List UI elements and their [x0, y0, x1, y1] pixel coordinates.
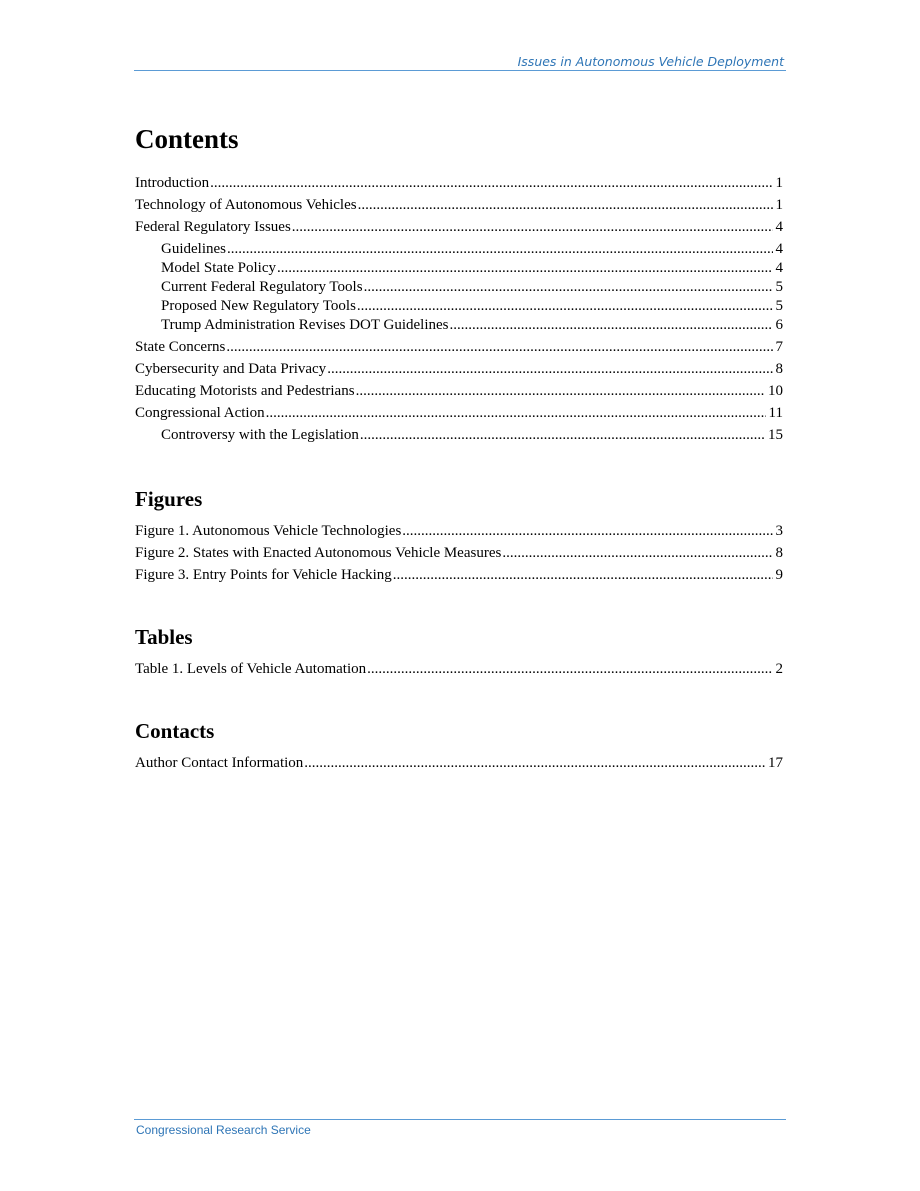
- toc-entry-title: Model State Policy: [161, 260, 276, 276]
- toc-entry-model-state-policy[interactable]: [135, 259, 783, 278]
- running-header: [134, 54, 786, 71]
- figure-entry-2[interactable]: [135, 544, 783, 563]
- toc-entry-trump-administration-revises[interactable]: [135, 316, 783, 335]
- dot-leader: [357, 297, 773, 316]
- dot-leader: [358, 196, 773, 215]
- toc-entry-title: Technology of Autonomous Vehicles: [135, 197, 357, 213]
- toc-entry-title: Federal Regulatory Issues: [135, 219, 291, 235]
- toc-entry-page: 1: [775, 175, 783, 191]
- toc-entry-proposed-new-regulatory-tools[interactable]: [135, 297, 783, 316]
- toc-entry-state-concerns[interactable]: [135, 338, 783, 357]
- toc-entry-cybersecurity[interactable]: [135, 360, 783, 379]
- toc-entry-page: 1: [775, 197, 783, 213]
- toc-entry-title: Educating Motorists and Pedestrians: [135, 383, 355, 399]
- toc-entry-page: 10: [768, 383, 783, 399]
- toc-entry-page: 15: [768, 427, 783, 443]
- table-entry-title: Table 1. Levels of Vehicle Automation: [135, 661, 367, 677]
- contact-entry-author[interactable]: [135, 754, 783, 773]
- toc-entry-title: Guidelines: [161, 241, 226, 257]
- page-footer: [134, 1119, 786, 1137]
- dot-leader: [367, 660, 772, 679]
- dot-leader: [226, 338, 772, 357]
- toc-entry-title: Proposed New Regulatory Tools: [161, 298, 356, 314]
- dot-leader: [502, 544, 772, 563]
- toc-entry-title: Introduction: [135, 175, 210, 191]
- dot-leader: [450, 316, 773, 335]
- running-header-title: Issues in Autonomous Vehicle Deployment: [517, 54, 784, 69]
- dot-leader: [393, 566, 773, 585]
- toc-entry-current-federal-regulatory-tools[interactable]: [135, 278, 783, 297]
- toc-entry-guidelines[interactable]: [135, 240, 783, 259]
- dot-leader: [327, 360, 772, 379]
- contacts-heading: Contacts: [135, 719, 215, 743]
- toc-entry-page: 4: [775, 219, 783, 235]
- toc-entry-page: 5: [775, 298, 783, 314]
- toc-entry-title: Current Federal Regulatory Tools: [161, 279, 363, 295]
- toc-entry-federal-regulatory-issues[interactable]: [135, 218, 783, 237]
- toc-entry-title: Congressional Action: [135, 405, 265, 421]
- figure-entry-3[interactable]: [135, 566, 783, 585]
- figure-entry-title: Figure 2. States with Enacted Autonomous Vehicle Measures: [135, 545, 502, 561]
- contact-entry-page: 17: [768, 755, 783, 771]
- dot-leader: [356, 382, 765, 401]
- dot-leader: [292, 218, 773, 237]
- toc-entry-page: 11: [768, 405, 783, 421]
- dot-leader: [364, 278, 773, 297]
- toc-entry-title: Controversy with the Legislation: [161, 427, 359, 443]
- tables-heading: Tables: [135, 625, 193, 649]
- dot-leader: [304, 754, 765, 773]
- contacts-list: [135, 754, 783, 773]
- toc-entry-technology[interactable]: [135, 196, 783, 215]
- toc-entry-page: 4: [775, 241, 783, 257]
- toc-entry-congressional-action[interactable]: [135, 404, 783, 423]
- toc-entry-title: Trump Administration Revises DOT Guidelines: [161, 317, 449, 333]
- table-entry-page: 2: [775, 661, 783, 677]
- footer-organization: Congressional Research Service: [136, 1123, 311, 1137]
- toc-entry-page: 6: [775, 317, 783, 333]
- figures-heading: Figures: [135, 487, 203, 511]
- toc-entry-page: 5: [775, 279, 783, 295]
- figures-list: [135, 522, 783, 585]
- dot-leader: [266, 404, 766, 423]
- toc-entry-page: 8: [775, 361, 783, 377]
- figure-entry-title: Figure 1. Autonomous Vehicle Technologies: [135, 523, 402, 539]
- toc-entry-page: 4: [775, 260, 783, 276]
- figure-entry-page: 9: [775, 567, 783, 583]
- toc-entry-controversy[interactable]: [135, 426, 783, 445]
- toc-entry-educating-motorists[interactable]: [135, 382, 783, 401]
- figure-entry-1[interactable]: [135, 522, 783, 541]
- dot-leader: [402, 522, 772, 541]
- figure-entry-page: 8: [775, 545, 783, 561]
- contents-list: [135, 174, 783, 445]
- dot-leader: [210, 174, 772, 193]
- dot-leader: [360, 426, 765, 445]
- dot-leader: [227, 240, 773, 259]
- toc-entry-introduction[interactable]: [135, 174, 783, 193]
- toc-entry-title: State Concerns: [135, 339, 226, 355]
- toc-entry-title: Cybersecurity and Data Privacy: [135, 361, 327, 377]
- dot-leader: [277, 259, 773, 278]
- figure-entry-title: Figure 3. Entry Points for Vehicle Hacking: [135, 567, 392, 583]
- toc-entry-page: 7: [775, 339, 783, 355]
- figure-entry-page: 3: [775, 523, 783, 539]
- tables-list: [135, 660, 783, 679]
- table-entry-1[interactable]: [135, 660, 783, 679]
- contents-heading: Contents: [135, 124, 239, 154]
- contact-entry-title: Author Contact Information: [135, 755, 304, 771]
